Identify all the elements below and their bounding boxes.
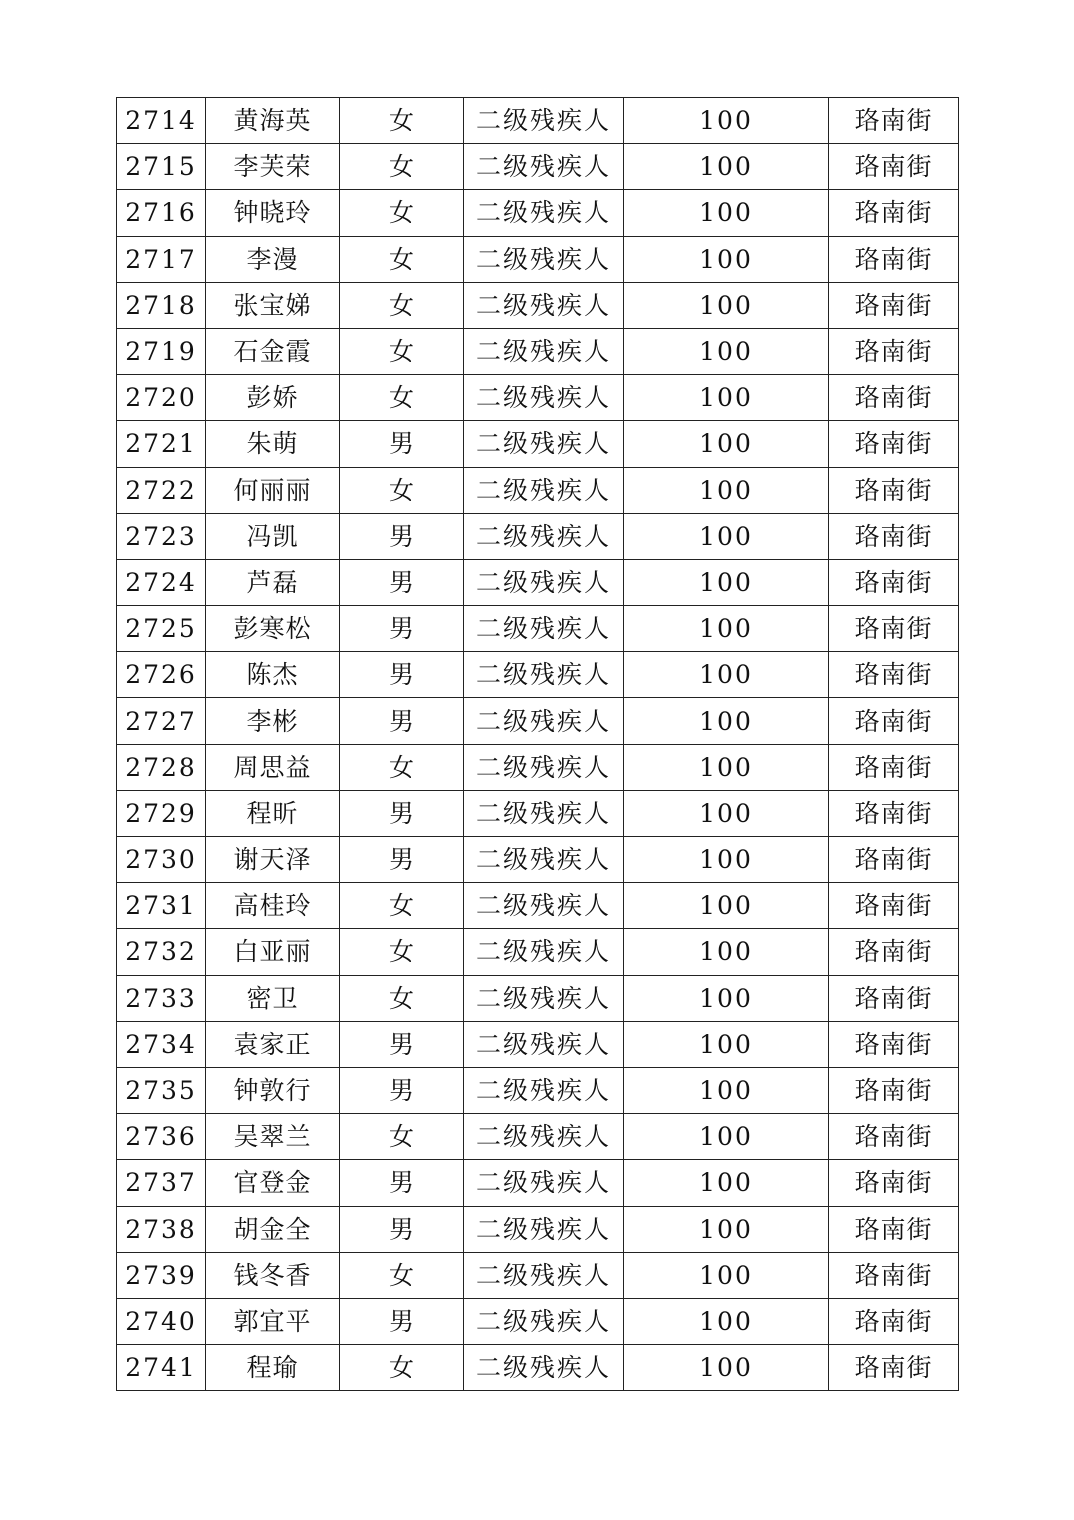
- serial-number-cell: 2723: [117, 513, 206, 559]
- serial-number-cell: 2736: [117, 1114, 206, 1160]
- gender-cell: 男: [340, 652, 464, 698]
- name-cell: 冯凯: [206, 513, 340, 559]
- street-cell: 珞南街: [829, 975, 959, 1021]
- street-cell: 珞南街: [829, 236, 959, 282]
- serial-number-cell: 2730: [117, 837, 206, 883]
- amount-cell: 100: [624, 559, 829, 605]
- name-cell: 白亚丽: [206, 929, 340, 975]
- table-row: [117, 236, 959, 282]
- street-cell: 珞南街: [829, 606, 959, 652]
- name-cell: 袁家正: [206, 1021, 340, 1067]
- name-cell: 谢天泽: [206, 837, 340, 883]
- gender-cell: 男: [340, 606, 464, 652]
- gender-cell: 女: [340, 467, 464, 513]
- amount-cell: 100: [624, 421, 829, 467]
- amount-cell: 100: [624, 1160, 829, 1206]
- table-row: [117, 1206, 959, 1252]
- serial-number-cell: 2741: [117, 1345, 206, 1391]
- street-cell: 珞南街: [829, 1298, 959, 1344]
- street-cell: 珞南街: [829, 375, 959, 421]
- name-cell: 周思益: [206, 744, 340, 790]
- table-row: [117, 1114, 959, 1160]
- disability-level-cell: 二级残疾人: [464, 1021, 624, 1067]
- name-cell: 李芙荣: [206, 144, 340, 190]
- gender-cell: 男: [340, 421, 464, 467]
- table-row: [117, 328, 959, 374]
- street-cell: 珞南街: [829, 790, 959, 836]
- amount-cell: 100: [624, 929, 829, 975]
- table-row: [117, 559, 959, 605]
- name-cell: 李漫: [206, 236, 340, 282]
- gender-cell: 女: [340, 929, 464, 975]
- name-cell: 黄海英: [206, 98, 340, 144]
- street-cell: 珞南街: [829, 1345, 959, 1391]
- gender-cell: 男: [340, 1067, 464, 1113]
- table-row: [117, 698, 959, 744]
- serial-number-cell: 2714: [117, 98, 206, 144]
- gender-cell: 女: [340, 328, 464, 374]
- gender-cell: 女: [340, 883, 464, 929]
- table-row: [117, 282, 959, 328]
- name-cell: 朱萌: [206, 421, 340, 467]
- serial-number-cell: 2717: [117, 236, 206, 282]
- table-row: [117, 744, 959, 790]
- serial-number-cell: 2732: [117, 929, 206, 975]
- gender-cell: 女: [340, 282, 464, 328]
- disability-level-cell: 二级残疾人: [464, 328, 624, 374]
- amount-cell: 100: [624, 883, 829, 929]
- street-cell: 珞南街: [829, 328, 959, 374]
- amount-cell: 100: [624, 1114, 829, 1160]
- gender-cell: 男: [340, 1206, 464, 1252]
- table-row: [117, 513, 959, 559]
- gender-cell: 男: [340, 790, 464, 836]
- table-row: [117, 790, 959, 836]
- disability-level-cell: 二级残疾人: [464, 1160, 624, 1206]
- gender-cell: 女: [340, 375, 464, 421]
- amount-cell: 100: [624, 1345, 829, 1391]
- gender-cell: 男: [340, 698, 464, 744]
- gender-cell: 女: [340, 1114, 464, 1160]
- disability-level-cell: 二级残疾人: [464, 467, 624, 513]
- table-row: [117, 652, 959, 698]
- table-row: [117, 144, 959, 190]
- serial-number-cell: 2722: [117, 467, 206, 513]
- street-cell: 珞南街: [829, 744, 959, 790]
- street-cell: 珞南街: [829, 559, 959, 605]
- amount-cell: 100: [624, 328, 829, 374]
- name-cell: 李彬: [206, 698, 340, 744]
- disability-level-cell: 二级残疾人: [464, 236, 624, 282]
- serial-number-cell: 2737: [117, 1160, 206, 1206]
- amount-cell: 100: [624, 698, 829, 744]
- disability-level-cell: 二级残疾人: [464, 559, 624, 605]
- amount-cell: 100: [624, 1206, 829, 1252]
- serial-number-cell: 2718: [117, 282, 206, 328]
- serial-number-cell: 2728: [117, 744, 206, 790]
- name-cell: 高桂玲: [206, 883, 340, 929]
- street-cell: 珞南街: [829, 1160, 959, 1206]
- name-cell: 官登金: [206, 1160, 340, 1206]
- name-cell: 芦磊: [206, 559, 340, 605]
- serial-number-cell: 2735: [117, 1067, 206, 1113]
- table-row: [117, 883, 959, 929]
- street-cell: 珞南街: [829, 421, 959, 467]
- name-cell: 石金霞: [206, 328, 340, 374]
- street-cell: 珞南街: [829, 1252, 959, 1298]
- table-row: [117, 1252, 959, 1298]
- serial-number-cell: 2719: [117, 328, 206, 374]
- table-row: [117, 606, 959, 652]
- name-cell: 密卫: [206, 975, 340, 1021]
- name-cell: 彭娇: [206, 375, 340, 421]
- name-cell: 程昕: [206, 790, 340, 836]
- gender-cell: 男: [340, 837, 464, 883]
- serial-number-cell: 2715: [117, 144, 206, 190]
- disability-level-cell: 二级残疾人: [464, 513, 624, 559]
- amount-cell: 100: [624, 467, 829, 513]
- street-cell: 珞南街: [829, 190, 959, 236]
- amount-cell: 100: [624, 1252, 829, 1298]
- street-cell: 珞南街: [829, 1067, 959, 1113]
- table-row: [117, 467, 959, 513]
- amount-cell: 100: [624, 837, 829, 883]
- street-cell: 珞南街: [829, 698, 959, 744]
- gender-cell: 女: [340, 744, 464, 790]
- amount-cell: 100: [624, 744, 829, 790]
- serial-number-cell: 2739: [117, 1252, 206, 1298]
- amount-cell: 100: [624, 652, 829, 698]
- amount-cell: 100: [624, 98, 829, 144]
- name-cell: 钟晓玲: [206, 190, 340, 236]
- serial-number-cell: 2731: [117, 883, 206, 929]
- serial-number-cell: 2733: [117, 975, 206, 1021]
- amount-cell: 100: [624, 790, 829, 836]
- amount-cell: 100: [624, 606, 829, 652]
- disability-level-cell: 二级残疾人: [464, 1067, 624, 1113]
- disability-level-cell: 二级残疾人: [464, 652, 624, 698]
- street-cell: 珞南街: [829, 513, 959, 559]
- table-row: [117, 98, 959, 144]
- gender-cell: 男: [340, 1298, 464, 1344]
- name-cell: 胡金全: [206, 1206, 340, 1252]
- disability-level-cell: 二级残疾人: [464, 421, 624, 467]
- disability-level-cell: 二级残疾人: [464, 929, 624, 975]
- amount-cell: 100: [624, 1298, 829, 1344]
- name-cell: 陈杰: [206, 652, 340, 698]
- name-cell: 何丽丽: [206, 467, 340, 513]
- street-cell: 珞南街: [829, 98, 959, 144]
- street-cell: 珞南街: [829, 144, 959, 190]
- serial-number-cell: 2720: [117, 375, 206, 421]
- name-cell: 吴翠兰: [206, 1114, 340, 1160]
- roster-table: [116, 97, 959, 1391]
- street-cell: 珞南街: [829, 652, 959, 698]
- gender-cell: 男: [340, 513, 464, 559]
- disability-level-cell: 二级残疾人: [464, 1345, 624, 1391]
- table-row: [117, 837, 959, 883]
- gender-cell: 女: [340, 190, 464, 236]
- table-row: [117, 1021, 959, 1067]
- disability-level-cell: 二级残疾人: [464, 883, 624, 929]
- table-row: [117, 421, 959, 467]
- street-cell: 珞南街: [829, 1114, 959, 1160]
- gender-cell: 女: [340, 236, 464, 282]
- gender-cell: 女: [340, 975, 464, 1021]
- table-row: [117, 375, 959, 421]
- table-row: [117, 1298, 959, 1344]
- gender-cell: 女: [340, 98, 464, 144]
- disability-level-cell: 二级残疾人: [464, 606, 624, 652]
- street-cell: 珞南街: [829, 467, 959, 513]
- street-cell: 珞南街: [829, 1206, 959, 1252]
- name-cell: 钱冬香: [206, 1252, 340, 1298]
- amount-cell: 100: [624, 513, 829, 559]
- amount-cell: 100: [624, 144, 829, 190]
- gender-cell: 女: [340, 144, 464, 190]
- disability-level-cell: 二级残疾人: [464, 98, 624, 144]
- serial-number-cell: 2729: [117, 790, 206, 836]
- gender-cell: 女: [340, 1252, 464, 1298]
- disability-level-cell: 二级残疾人: [464, 1114, 624, 1160]
- street-cell: 珞南街: [829, 1021, 959, 1067]
- serial-number-cell: 2725: [117, 606, 206, 652]
- gender-cell: 女: [340, 1345, 464, 1391]
- name-cell: 钟敦行: [206, 1067, 340, 1113]
- table-row: [117, 1067, 959, 1113]
- table-row: [117, 1160, 959, 1206]
- amount-cell: 100: [624, 1067, 829, 1113]
- disability-level-cell: 二级残疾人: [464, 282, 624, 328]
- serial-number-cell: 2738: [117, 1206, 206, 1252]
- serial-number-cell: 2716: [117, 190, 206, 236]
- gender-cell: 男: [340, 1160, 464, 1206]
- disability-level-cell: 二级残疾人: [464, 975, 624, 1021]
- name-cell: 程瑜: [206, 1345, 340, 1391]
- street-cell: 珞南街: [829, 929, 959, 975]
- table-row: [117, 1345, 959, 1391]
- gender-cell: 男: [340, 1021, 464, 1067]
- table-row: [117, 929, 959, 975]
- serial-number-cell: 2740: [117, 1298, 206, 1344]
- disability-level-cell: 二级残疾人: [464, 190, 624, 236]
- disability-level-cell: 二级残疾人: [464, 790, 624, 836]
- serial-number-cell: 2721: [117, 421, 206, 467]
- gender-cell: 男: [340, 559, 464, 605]
- amount-cell: 100: [624, 375, 829, 421]
- disability-level-cell: 二级残疾人: [464, 375, 624, 421]
- roster-body: [117, 98, 959, 1391]
- serial-number-cell: 2726: [117, 652, 206, 698]
- disability-level-cell: 二级残疾人: [464, 144, 624, 190]
- amount-cell: 100: [624, 975, 829, 1021]
- table-row: [117, 975, 959, 1021]
- amount-cell: 100: [624, 190, 829, 236]
- serial-number-cell: 2724: [117, 559, 206, 605]
- disability-level-cell: 二级残疾人: [464, 744, 624, 790]
- name-cell: 彭寒松: [206, 606, 340, 652]
- amount-cell: 100: [624, 236, 829, 282]
- disability-level-cell: 二级残疾人: [464, 1252, 624, 1298]
- disability-level-cell: 二级残疾人: [464, 1206, 624, 1252]
- serial-number-cell: 2734: [117, 1021, 206, 1067]
- amount-cell: 100: [624, 1021, 829, 1067]
- disability-level-cell: 二级残疾人: [464, 837, 624, 883]
- street-cell: 珞南街: [829, 282, 959, 328]
- amount-cell: 100: [624, 282, 829, 328]
- disability-level-cell: 二级残疾人: [464, 698, 624, 744]
- name-cell: 郭宜平: [206, 1298, 340, 1344]
- name-cell: 张宝娣: [206, 282, 340, 328]
- serial-number-cell: 2727: [117, 698, 206, 744]
- table-row: [117, 190, 959, 236]
- street-cell: 珞南街: [829, 883, 959, 929]
- disability-level-cell: 二级残疾人: [464, 1298, 624, 1344]
- street-cell: 珞南街: [829, 837, 959, 883]
